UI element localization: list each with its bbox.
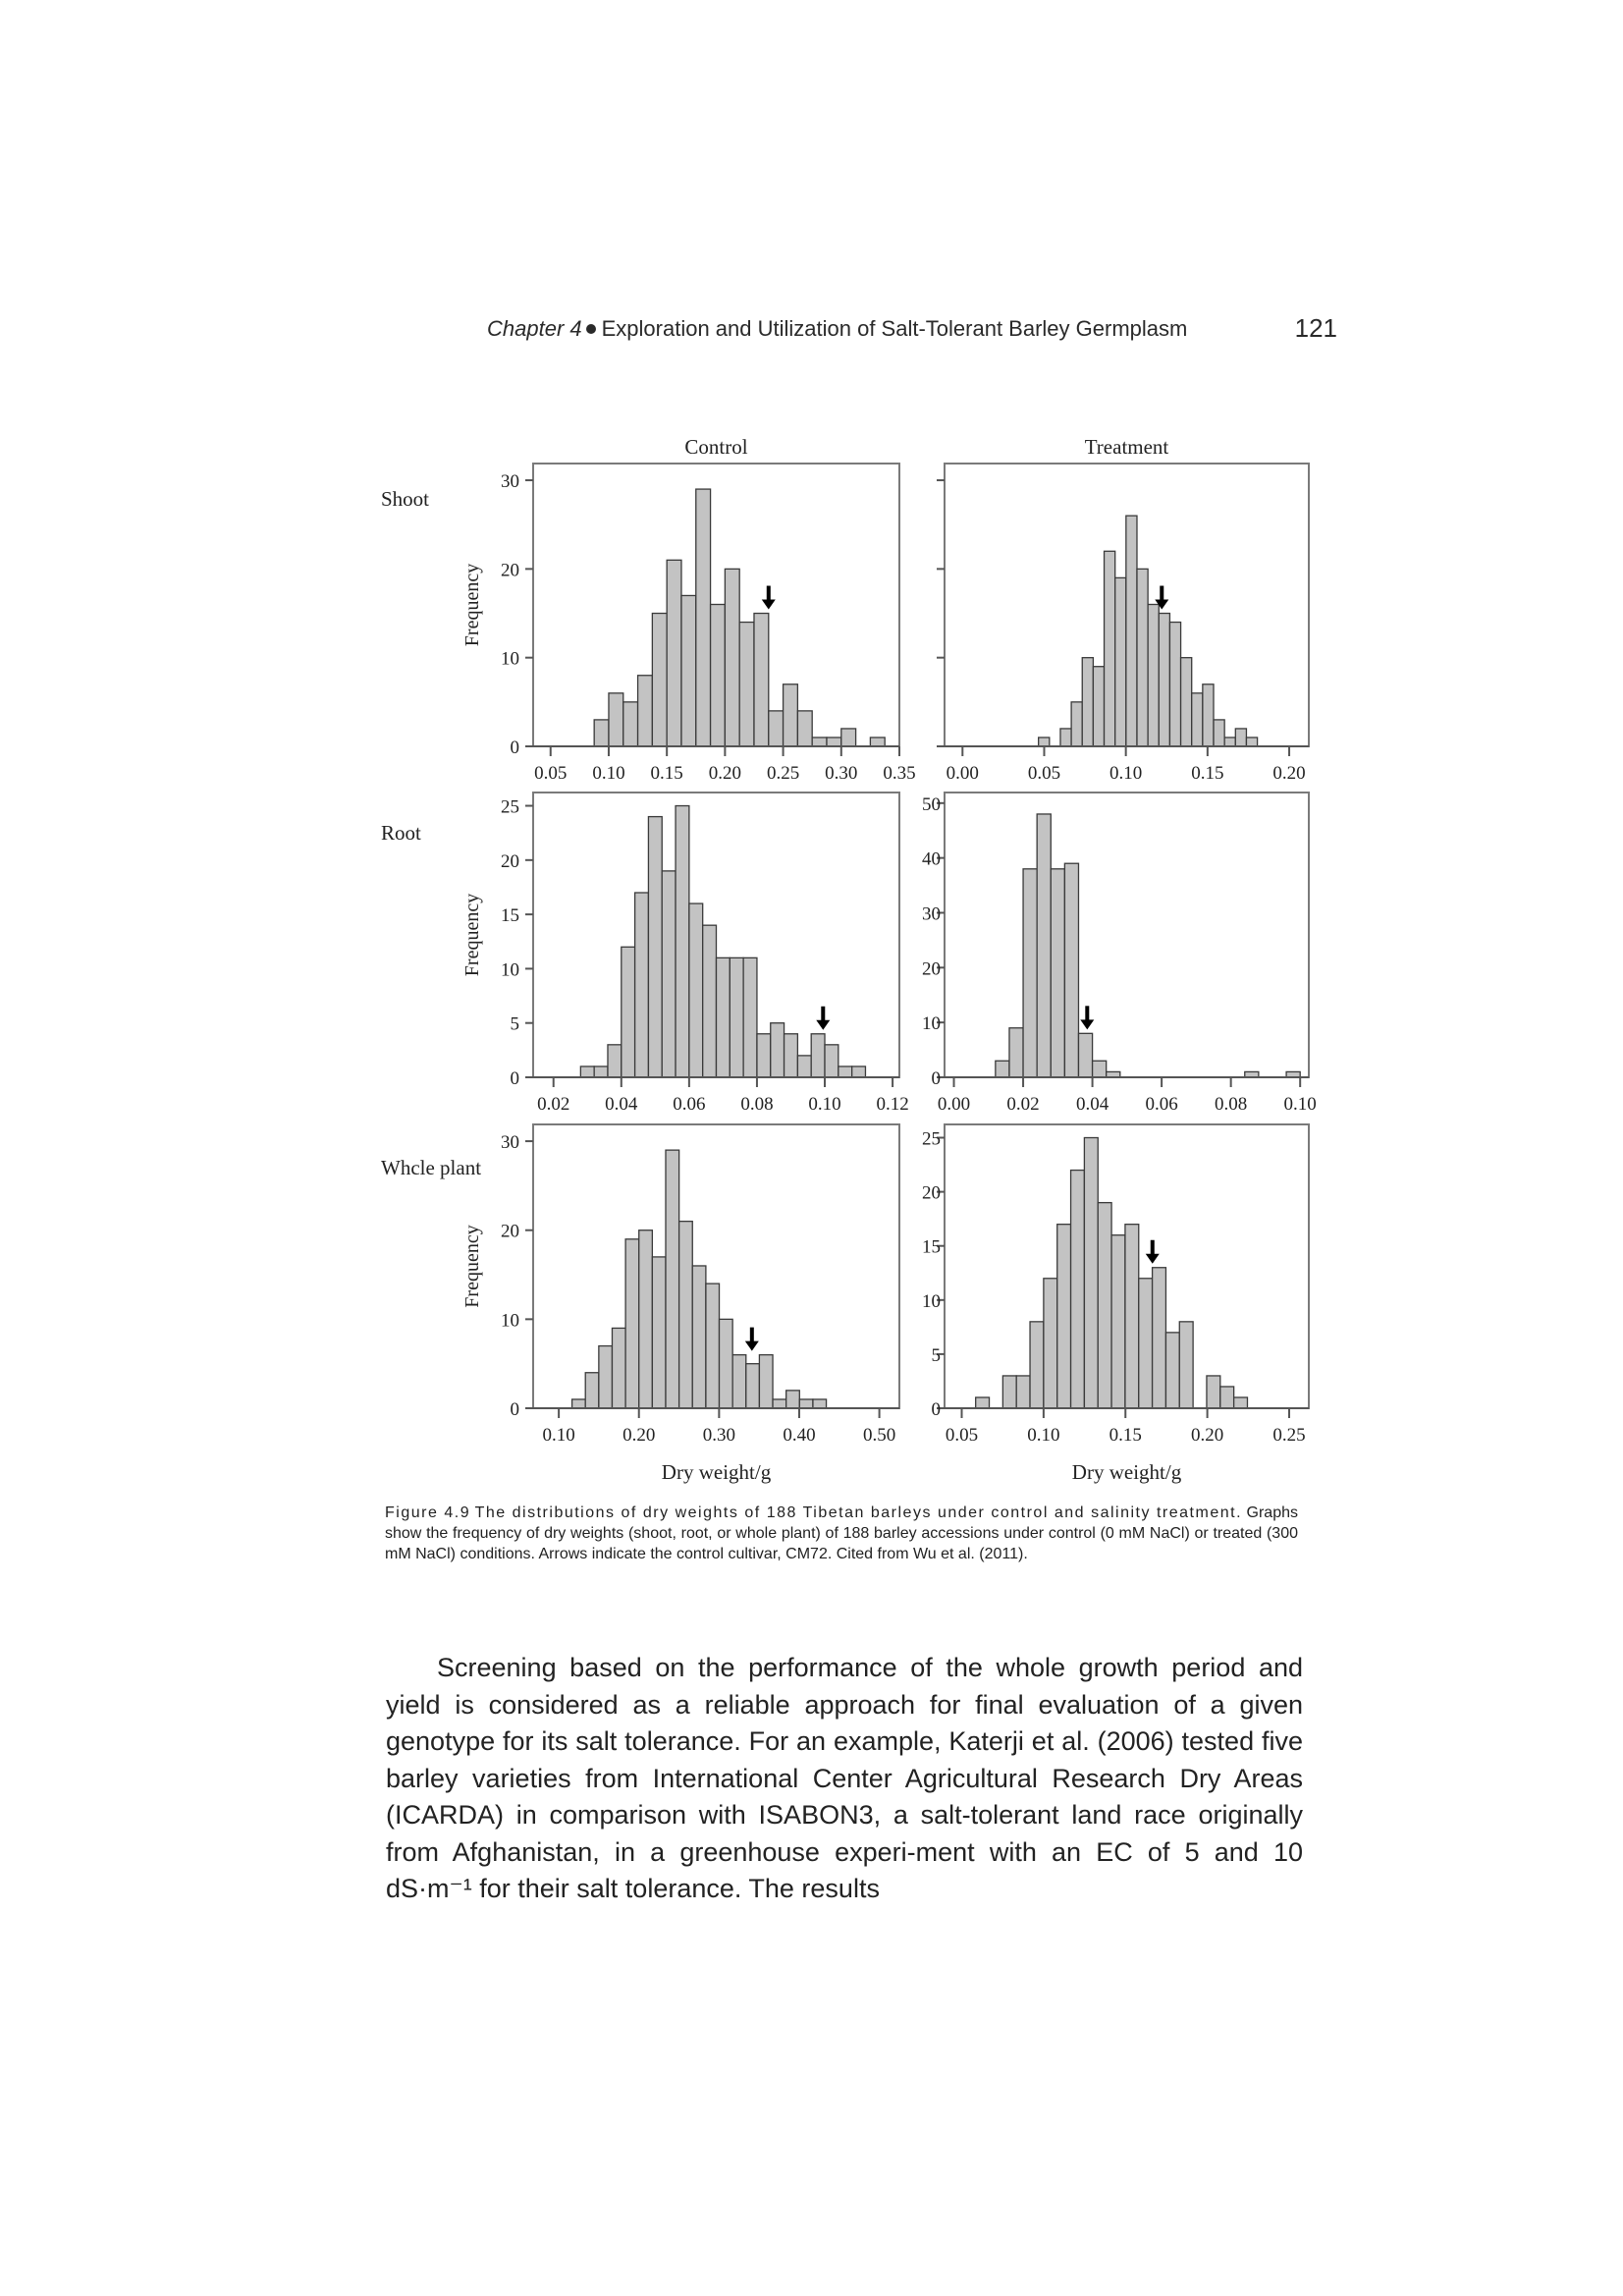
histogram-bar [608,1045,622,1077]
histogram-bar [812,738,827,746]
histogram-grid [363,422,1345,1493]
histogram-bar [1126,516,1137,746]
histogram-bar [1192,693,1203,746]
histogram-bar [572,1399,586,1408]
histogram-bar [827,738,841,746]
histogram-bar [784,1034,798,1077]
y-tick-label: 10 [922,1290,941,1312]
arrow-down-icon [745,1341,759,1351]
y-tick-label: 25 [501,796,519,818]
histogram-bar [1057,1225,1071,1408]
x-tick-label: 0.10 [1109,763,1143,784]
histogram-bar [1125,1225,1139,1408]
histogram-bar [717,957,730,1077]
y-tick-label: 25 [922,1128,941,1150]
histogram-bar [1064,863,1078,1077]
x-tick-label: 0.10 [592,763,625,784]
histogram-bar [1165,1333,1179,1408]
histogram-bar [1009,1028,1023,1077]
y-tick-label: 30 [501,1132,519,1154]
caption-label: Figure 4.9 [385,1504,471,1521]
histogram-bar [711,604,726,746]
histogram-bar [1105,551,1115,746]
histogram-bar [1098,1203,1111,1408]
histogram-bar [1235,729,1246,746]
x-tick-label: 0.35 [883,763,916,784]
histogram-bar [786,1391,800,1408]
x-tick-label: 0.30 [825,763,858,784]
histogram-bar [1037,814,1051,1077]
histogram-bar [1214,720,1224,746]
row-label: Shoot [381,487,430,511]
body-paragraph: Screening based on the performance of the whole growth period and yield is considered as a reliable approach for final evaluation of a given genotype for its salt tolerance. For an example, Katerji et al. (2006) tested five barley varieties from International Center Agricultural Research Dry Areas (ICARDA) in comparison with ISABON3, a salt-tolerant land race originally from Afghanistan, in a greenhouse experi-ment with an EC of 5 and 10 dS·m⁻¹ for their salt tolerance. The results [386,1653,1303,1903]
y-tick-label: 0 [510,738,519,758]
histogram-bar [1246,738,1257,746]
x-tick-label: 0.20 [1190,1425,1224,1446]
figure-caption [385,1503,1298,1564]
histogram-bar [639,1230,653,1408]
x-tick-label: 0.50 [862,1425,896,1446]
histogram-bar [825,1045,839,1077]
arrow-down-icon [816,1020,830,1030]
histogram-bar [623,702,638,746]
histogram-bar [743,957,757,1077]
histogram-bar [797,711,812,746]
figure-4-9 [363,422,1345,1493]
histogram-bar [771,1023,784,1077]
histogram-bar [1137,569,1148,746]
histogram-bar [732,1355,746,1408]
y-tick-label: 10 [501,1310,519,1332]
histogram-bar [1078,1033,1092,1077]
histogram-bar [638,676,653,746]
histogram-bar [1153,1268,1166,1408]
x-tick-label: 0.06 [673,1094,706,1115]
row-label: Whcle plant [381,1156,482,1179]
histogram-bar [852,1066,866,1077]
plot-frame [945,793,1309,1077]
x-tick-label: 0.25 [766,763,800,784]
histogram-bar [703,925,717,1077]
histogram-bar [725,569,739,746]
histogram-bar [652,614,667,746]
histogram-bar [769,711,784,746]
x-tick-label: 0.20 [1272,763,1306,784]
histogram-bar [676,806,689,1077]
y-tick-label: 40 [922,848,941,870]
row-label: Root [381,821,421,845]
histogram-bar [1181,658,1192,746]
bullet-icon [586,324,596,334]
x-tick-label: 0.05 [1027,763,1061,784]
histogram-bar [594,720,609,746]
arrow-down-icon [762,600,776,610]
x-tick-label: 0.40 [783,1425,816,1446]
x-axis-label: Dry weight/g [661,1460,772,1484]
y-tick-label: 10 [501,648,519,670]
x-tick-label: 0.10 [1027,1425,1060,1446]
x-tick-label: 0.15 [1191,763,1224,784]
histogram-bar [1030,1322,1044,1408]
histogram-bar [1093,1061,1107,1077]
x-tick-label: 0.12 [876,1094,909,1115]
histogram-bar [1207,1376,1220,1408]
y-tick-label: 20 [501,1221,519,1242]
histogram-bar [1169,623,1180,746]
histogram-bar [754,614,769,746]
histogram-bar [1093,667,1104,746]
histogram-bar [689,903,703,1077]
x-tick-label: 0.02 [537,1094,570,1115]
x-tick-label: 0.15 [1109,1425,1142,1446]
histogram-bar [841,729,856,746]
y-tick-label: 20 [501,850,519,872]
x-tick-label: 0.10 [808,1094,841,1115]
histogram-bar [648,817,662,1077]
y-tick-label: 10 [922,1013,941,1035]
y-tick-label: 5 [510,1013,519,1035]
y-tick-label: 30 [922,903,941,925]
y-tick-label: 0 [510,1399,519,1420]
y-axis-label: Frequency [461,1225,483,1308]
histogram-bar [1060,729,1071,746]
histogram-bar [799,1399,813,1408]
x-tick-label: 0.30 [702,1425,735,1446]
histogram-bar [1220,1387,1234,1408]
y-axis-label: Frequency [461,563,483,647]
x-tick-label: 0.00 [946,763,979,784]
x-axis-label: Dry weight/g [1071,1460,1182,1484]
histogram-bar [1002,1376,1016,1408]
x-tick-label: 0.20 [708,763,742,784]
arrow-down-icon [1080,1019,1094,1029]
histogram-bar [1039,738,1050,746]
caption-text: Graphs show the frequency of dry weights (shoot, root, or whole plant) of 188 barley accessions under control (0 mM NaCl) or treated (300 mM NaCl) conditions. Arrows indicate the control cultivar, CM72. Cited from Wu et al. (2011). [385,1504,1298,1562]
histogram-bar [652,1257,666,1408]
x-tick-label: 0.05 [945,1425,979,1446]
x-tick-label: 0.10 [542,1425,575,1446]
x-tick-label: 0.02 [1006,1094,1040,1115]
y-tick-label: 30 [501,471,519,493]
x-tick-label: 0.20 [622,1425,656,1446]
y-axis-label: Frequency [461,893,483,977]
histogram-bar [1148,604,1159,746]
histogram-bar [1234,1397,1248,1408]
column-title: Treatment [1084,435,1169,459]
x-tick-label: 0.04 [1075,1094,1109,1115]
histogram-bar [1071,702,1082,746]
histogram-bar [1051,869,1064,1077]
histogram-bar [662,871,676,1077]
histogram-bar [1224,738,1235,746]
histogram-bar [585,1373,599,1408]
histogram-bar [1203,684,1214,746]
x-tick-label: 0.10 [1283,1094,1317,1115]
x-tick-label: 0.05 [534,763,568,784]
histogram-bar [1115,577,1126,746]
histogram-bar [622,947,635,1077]
body-text [386,1650,1303,1908]
histogram-bar [811,1034,825,1077]
y-tick-label: 5 [931,1344,941,1366]
y-tick-label: 10 [501,959,519,981]
histogram-bar [746,1364,760,1408]
y-tick-label: 0 [931,1068,941,1089]
y-tick-label: 20 [501,560,519,581]
histogram-bar [813,1399,827,1408]
arrow-down-icon [1146,1254,1160,1264]
histogram-bar [609,693,623,746]
y-tick-label: 0 [931,1399,941,1420]
histogram-bar [599,1346,613,1408]
histogram-bar [679,1222,693,1408]
y-tick-label: 0 [510,1068,519,1089]
histogram-bar [773,1399,786,1408]
y-tick-label: 15 [922,1236,941,1258]
histogram-bar [784,684,798,746]
y-tick-label: 15 [501,905,519,927]
page-number: 121 [1294,313,1337,343]
histogram-bar [730,957,743,1077]
histogram-bar [1044,1279,1057,1408]
histogram-bar [976,1397,990,1408]
histogram-bar [1179,1322,1193,1408]
y-tick-label: 20 [922,958,941,980]
histogram-bar [681,595,696,746]
histogram-bar [580,1066,594,1077]
x-tick-label: 0.06 [1145,1094,1178,1115]
histogram-bar [666,1150,679,1408]
histogram-bar [612,1328,625,1408]
chapter-title: Exploration and Utilization of Salt-Tolerant Barley Germplasm [601,316,1188,341]
histogram-bar [739,623,754,746]
histogram-bar [635,893,649,1077]
histogram-bar [720,1319,733,1408]
histogram-bar [706,1284,720,1408]
x-tick-label: 0.04 [605,1094,638,1115]
histogram-bar [1084,1138,1098,1408]
x-tick-label: 0.00 [937,1094,971,1115]
histogram-bar [757,1034,771,1077]
histogram-bar [996,1061,1009,1077]
histogram-bar [667,560,681,746]
y-tick-label: 20 [922,1182,941,1204]
chapter-label: Chapter 4 [487,316,582,341]
histogram-bar [1071,1171,1085,1408]
x-tick-label: 0.15 [650,763,683,784]
histogram-bar [1082,658,1093,746]
x-tick-label: 0.25 [1272,1425,1306,1446]
histogram-bar [1023,869,1037,1077]
histogram-bar [594,1066,608,1077]
histogram-bar [696,489,711,746]
running-head [487,313,1351,355]
histogram-bar [1139,1279,1153,1408]
caption-title: The distributions of dry weights of 188 Tibetan barleys under control and salinity treatment. [474,1504,1243,1521]
histogram-bar [759,1355,773,1408]
histogram-bar [870,738,885,746]
histogram-bar [797,1056,811,1077]
column-title: Control [684,435,748,459]
x-tick-label: 0.08 [1215,1094,1248,1115]
histogram-bar [1111,1235,1125,1408]
histogram-bar [839,1066,852,1077]
histogram-bar [1016,1376,1030,1408]
x-tick-label: 0.08 [740,1094,774,1115]
histogram-bar [692,1266,706,1408]
histogram-bar [1159,614,1169,746]
histogram-bar [625,1239,639,1408]
y-tick-label: 50 [922,793,941,815]
